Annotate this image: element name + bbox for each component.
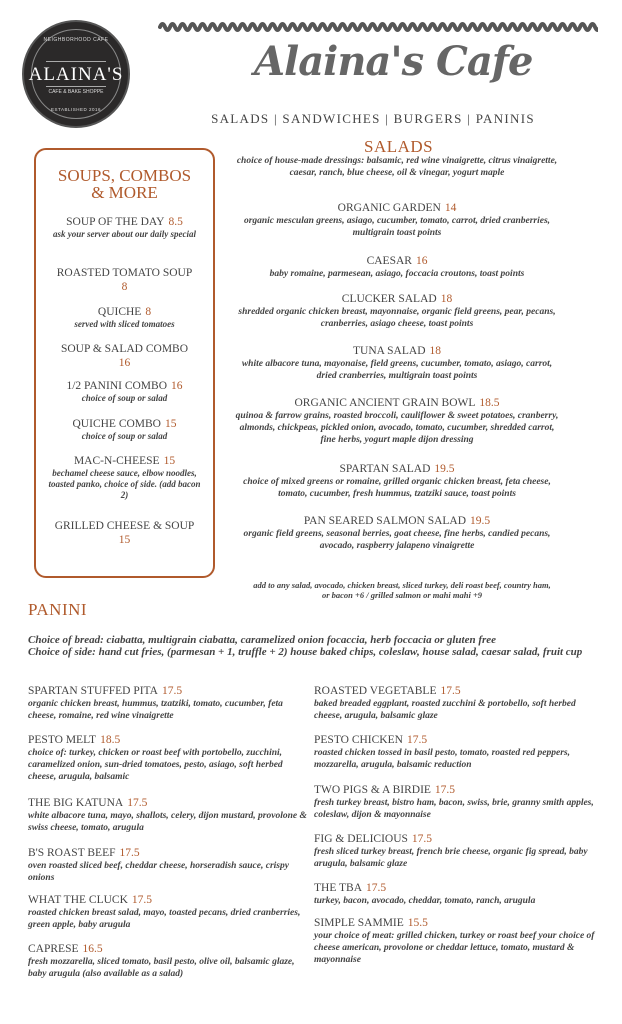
- salad-name-line: [232, 344, 562, 358]
- panini-item: [28, 893, 308, 931]
- decorative-wave-border: [158, 20, 598, 34]
- soups-heading-line2: & MORE: [91, 183, 158, 202]
- panini-description: oven roasted sliced beef, cheddar cheese, horseradish sauce, crispy onions: [28, 861, 289, 883]
- panini-item: [314, 684, 598, 722]
- salad-name-line: [232, 396, 562, 410]
- panini-name: CAPRESE: [28, 943, 79, 955]
- soup-name: GRILLED CHEESE & SOUP: [54, 520, 195, 532]
- salad-item: [232, 396, 562, 446]
- salad-item: [232, 344, 562, 382]
- salad-name: ORGANIC ANCIENT GRAIN BOWL: [294, 397, 476, 409]
- soup-name: ROASTED TOMATO SOUP: [56, 267, 193, 279]
- panini-name-line: [314, 832, 598, 846]
- bread-choice: Choice of bread: ciabatta, multigrain ciabatta, caramelized onion focaccia, herb foccacia or gluten free: [28, 634, 497, 646]
- soup-item: [44, 379, 205, 404]
- soup-name-line: [44, 215, 205, 229]
- tagline: SALADS | SANDWICHES | BURGERS | PANINIS: [211, 111, 535, 126]
- logo-top-text: NEIGHBORHOOD CAFE: [43, 37, 109, 43]
- salad-description: baby romaine, parmesean, asiago, foccacia croutons, toast points: [269, 269, 525, 279]
- panini-item: [28, 796, 308, 834]
- panini-name-line: [314, 733, 598, 747]
- soup-item: [44, 519, 205, 547]
- panini-item: [314, 916, 598, 966]
- salad-item: [232, 462, 562, 500]
- soup-description: served with sliced tomatoes: [74, 319, 175, 329]
- panini-description: fresh turkey breast, bistro ham, bacon, swiss, brie, granny smith apples, coleslaw, dijon & mayonnaise: [314, 798, 594, 820]
- panini-description: choice of: turkey, chicken or roast beef with portobello, zucchini, caramelized onion, sun-dried tomatoes, pesto, asiago, soft herbed cheese, arugula, balsamic: [28, 748, 283, 782]
- panini-item: [314, 881, 598, 907]
- soup-name: 1/2 PANINI COMBO: [66, 380, 168, 392]
- panini-item: [314, 783, 598, 821]
- panini-price: 17.5: [366, 882, 387, 894]
- soups-heading-line1: SOUPS, COMBOS: [57, 166, 192, 185]
- panini-name: B'S ROAST BEEF: [28, 847, 116, 859]
- salad-price: 19.5: [470, 515, 491, 527]
- salad-name-line: [232, 514, 562, 528]
- soup-name-line: [44, 454, 205, 468]
- soup-name: QUICHE: [97, 306, 142, 318]
- panini-name-line: [28, 846, 308, 860]
- panini-name: TWO PIGS & A BIRDIE: [314, 784, 431, 796]
- soup-description: choice of soup or salad: [81, 431, 168, 441]
- salad-description: choice of mixed greens or romaine, grilled organic chicken breast, feta cheese, tomato, cucumber, fresh hummus, tzatziki sauce, toast points: [243, 477, 551, 499]
- cafe-title: Alaina's Cafe: [254, 38, 533, 85]
- soup-name: SOUP OF THE DAY: [66, 216, 165, 228]
- panini-name: THE TBA: [314, 882, 363, 894]
- soup-name-line: [44, 305, 205, 319]
- soup-name-line: [44, 417, 205, 431]
- salad-name: PAN SEARED SALMON SALAD: [303, 515, 467, 527]
- salad-item: [232, 201, 562, 239]
- salad-name: CAESAR: [366, 255, 412, 267]
- soup-name: MAC-N-CHEESE: [73, 455, 160, 467]
- salad-name-line: [232, 462, 562, 476]
- soup-price: 15: [165, 418, 177, 430]
- panini-description: baked breaded eggplant, roasted zucchini & portobello, soft herbed cheese, arugula, balsamic glaze: [314, 699, 576, 721]
- panini-name-line: [314, 881, 598, 895]
- panini-name: SIMPLE SAMMIE: [314, 917, 404, 929]
- soup-description: choice of soup or salad: [81, 393, 168, 403]
- salad-price: 18.5: [479, 397, 500, 409]
- soup-description: bechamel cheese sauce, elbow noodles, toasted panko, choice of side. (add bacon 2): [48, 468, 201, 500]
- panini-name: PESTO MELT: [28, 734, 97, 746]
- panini-description: roasted chicken tossed in basil pesto, tomato, roasted red peppers, mozzarella, arugula, balsamic reduction: [314, 748, 570, 770]
- soup-description: ask your server about our daily special: [53, 229, 196, 239]
- salad-price: 14: [444, 202, 457, 214]
- soup-item: [44, 215, 205, 240]
- panini-name: PESTO CHICKEN: [314, 734, 403, 746]
- salad-price: 18: [429, 345, 441, 357]
- soup-name: SOUP & SALAD COMBO: [60, 343, 189, 355]
- panini-description: turkey, bacon, avocado, cheddar, tomato, ranch, arugula: [314, 896, 536, 906]
- panini-name: FIG & DELICIOUS: [314, 833, 408, 845]
- soup-name-line: [44, 379, 205, 393]
- logo-divider-top: [46, 61, 106, 62]
- panini-name: WHAT THE CLUCK: [28, 894, 128, 906]
- salad-price: 16: [415, 255, 428, 267]
- salad-item: [232, 514, 562, 552]
- panini-price: 18.5: [100, 734, 121, 746]
- soup-price: 16: [171, 380, 183, 392]
- logo-sub-text: CAFE & BAKE SHOPPE: [48, 89, 104, 95]
- panini-item: [28, 846, 308, 884]
- soup-item: [44, 305, 205, 330]
- panini-description: white albacore tuna, mayo, shallots, celery, dijon mustard, provolone & swiss cheese, tomato, arugula: [28, 811, 307, 833]
- panini-name-line: [314, 783, 598, 797]
- logo-name: ALAINA'S: [28, 64, 124, 85]
- soup-price: 16: [118, 357, 131, 369]
- panini-item: [28, 733, 308, 783]
- panini-name-line: [28, 796, 308, 810]
- panini-description: organic chicken breast, hummus, tzatziki, tomato, cucumber, feta cheese, romaine, red wine vinaigrette: [28, 699, 283, 721]
- panini-description: fresh mozzarella, sliced tomato, basil pesto, olive oil, balsamic glaze, baby arugula (also available as a salad): [28, 957, 295, 979]
- panini-description: your choice of meat: grilled chicken, turkey or roast beef your choice of cheese american, provolone or cheddar lettuce, tomato, mustard & mayonnaise: [314, 931, 595, 965]
- panini-name: THE BIG KATUNA: [28, 797, 124, 809]
- salad-name: SPARTAN SALAD: [339, 463, 431, 475]
- panini-name-line: [28, 733, 308, 747]
- salad-description: shredded organic chicken breast, mayonnaise, organic field greens, pear, pecans, cranberries, asiago cheese, toast points: [238, 307, 556, 329]
- soup-price: 15: [163, 455, 176, 467]
- soup-item: [44, 266, 205, 294]
- salad-name: ORGANIC GARDEN: [337, 202, 441, 214]
- salad-name: CLUCKER SALAD: [341, 293, 437, 305]
- salad-addon-note: add to any salad, avocado, chicken breast, sliced turkey, deli roast beef, country ham, or bacon +6 / grilled salmon or mahi mahi +9: [253, 580, 551, 600]
- panini-description: fresh sliced turkey breast, french brie cheese, organic fig spread, baby arugula, balsamic glaze: [314, 847, 588, 869]
- logo-divider-bottom: [46, 86, 106, 87]
- soup-item: [44, 417, 205, 442]
- cafe-logo: [22, 20, 130, 128]
- salad-name: TUNA SALAD: [352, 345, 426, 357]
- panini-name-line: [28, 942, 308, 956]
- side-choice: Choice of side: hand cut fries, (parmesan + 1, truffle + 2) house baked chips, coleslaw, house salad, caesar salad, fruit cup: [28, 646, 583, 658]
- panini-price: 17.5: [127, 797, 148, 809]
- soups-heading: [36, 167, 213, 201]
- panini-price: 17.5: [434, 784, 456, 796]
- panini-name-line: [28, 893, 308, 907]
- salad-name-line: [232, 292, 562, 306]
- panini-name: SPARTAN STUFFED PITA: [28, 685, 158, 697]
- panini-price: 17.5: [406, 734, 428, 746]
- salad-description: quinoa & farrow grains, roasted broccoli, cauliflower & sweet potatoes, cranberry, almonds, chickpeas, pickled onion, avocado, tomato, cucumber, shredded carrot, fine herbs, yogurt maple dijon dressing: [235, 411, 559, 445]
- salads-heading: SALADS: [364, 137, 434, 156]
- salad-description: white albacore tuna, mayonaise, field greens, cucumber, tomato, asiago, carrot, dried cranberries, multigrain toast points: [241, 359, 553, 381]
- panini-heading: PANINI: [28, 600, 88, 619]
- panini-item: [314, 832, 598, 870]
- panini-price: 17.5: [411, 833, 433, 845]
- salad-name-line: [232, 254, 562, 268]
- panini-price: 15.5: [407, 917, 428, 929]
- panini-name-line: [314, 684, 598, 698]
- salad-price: 18: [440, 293, 453, 305]
- panini-description: roasted chicken breast salad, mayo, toasted pecans, dried cranberries, green apple, baby arugula: [28, 908, 301, 930]
- panini-price: 17.5: [161, 685, 183, 697]
- soup-item: [44, 454, 205, 501]
- panini-price: 16.5: [82, 943, 103, 955]
- soup-price: 8: [121, 281, 128, 293]
- salad-name-line: [232, 201, 562, 215]
- logo-bottom-text: ESTABLISHED 2016: [51, 107, 101, 112]
- panini-name-line: [314, 916, 598, 930]
- salad-description: organic mesculan greens, asiago, cucumber, tomato, carrot, dried cranberries, multigrain toast points: [243, 216, 551, 238]
- panini-price: 17.5: [440, 685, 461, 697]
- salads-dressing-intro: choice of house-made dressings: balsamic, red wine vinaigrette, citrus vinaigrette, caesar, ranch, blue cheese, oil & vinegar, yogurt maple: [236, 156, 558, 178]
- salad-item: [232, 292, 562, 330]
- soup-item: [44, 342, 205, 370]
- soup-price: 15: [118, 534, 131, 546]
- panini-item: [28, 942, 308, 980]
- panini-price: 17.5: [131, 894, 153, 906]
- panini-item: [314, 733, 598, 771]
- soup-name: QUICHE COMBO: [72, 418, 161, 430]
- salad-item: [232, 254, 562, 280]
- panini-price: 17.5: [119, 847, 140, 859]
- panini-name: ROASTED VEGETABLE: [314, 685, 437, 697]
- panini-item: [28, 684, 308, 722]
- soups-combos-box: [34, 148, 215, 578]
- salad-description: organic field greens, seasonal berries, goat cheese, fine herbs, candied pecans, avocado, raspberry jalapeno vinaigrette: [243, 529, 551, 551]
- salad-price: 19.5: [434, 463, 455, 475]
- panini-name-line: [28, 684, 308, 698]
- soup-price: 8: [145, 306, 152, 318]
- soup-price: 8.5: [168, 216, 183, 228]
